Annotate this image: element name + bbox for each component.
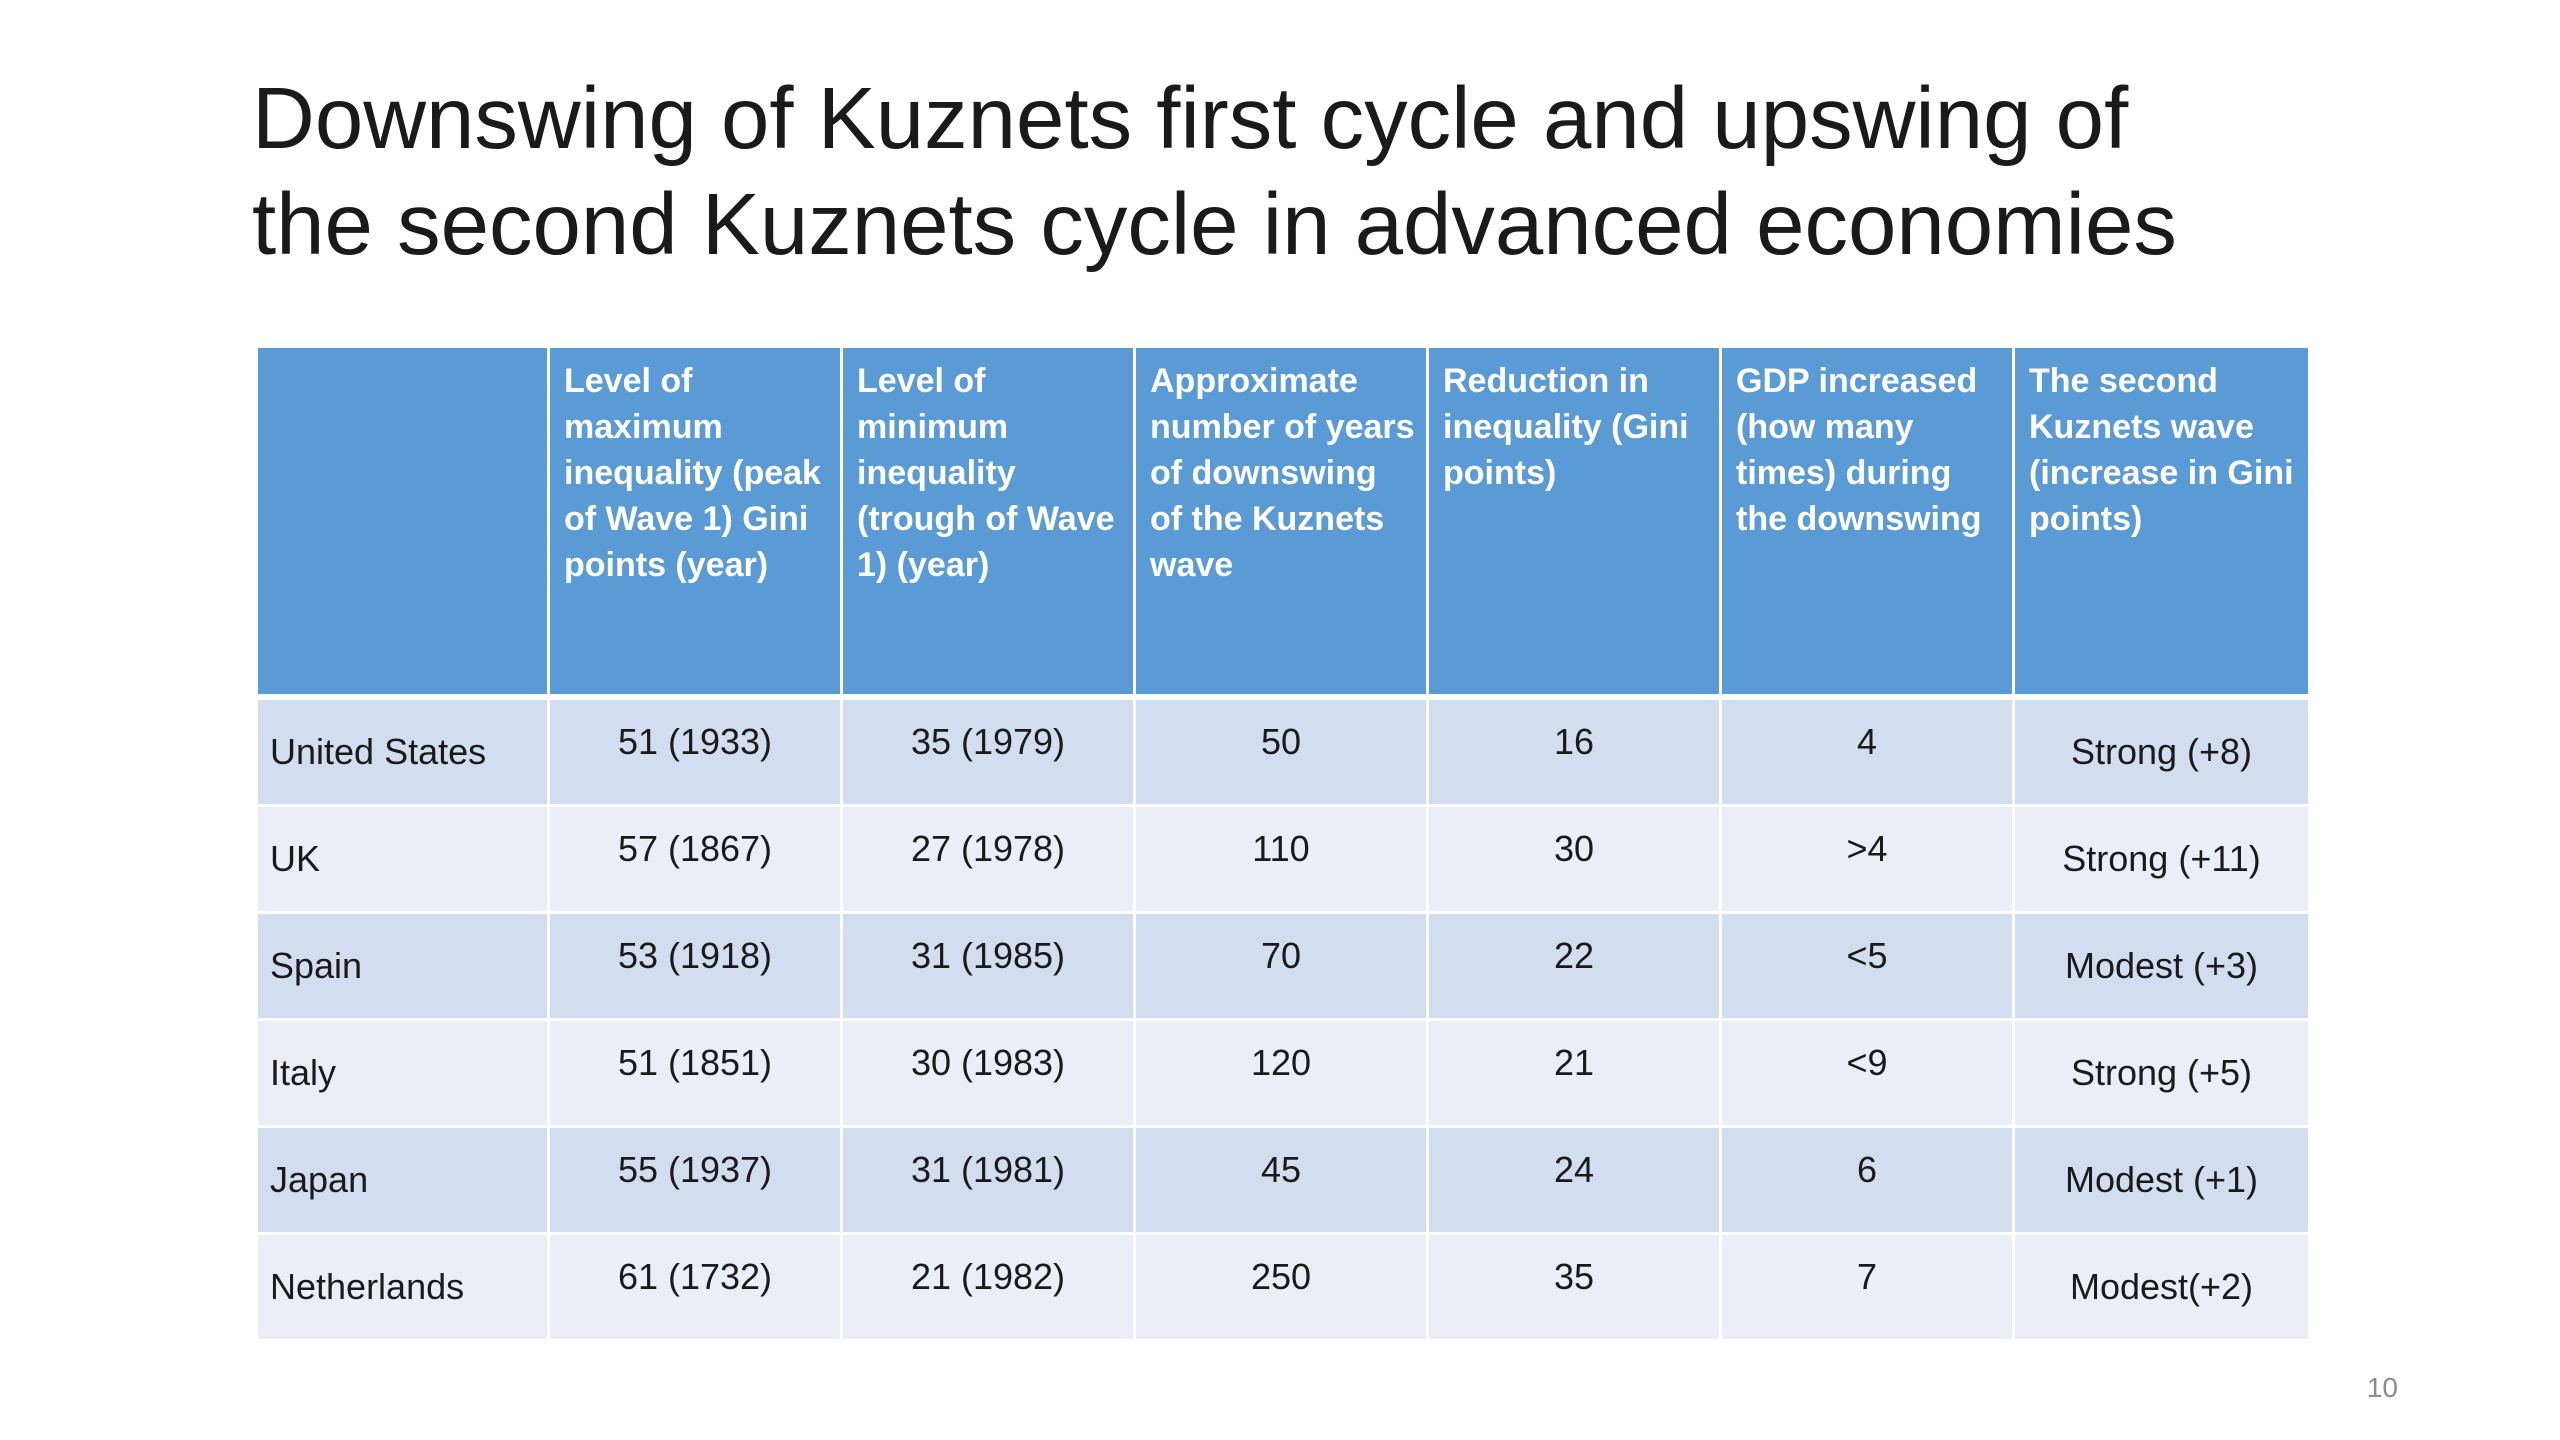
cell-max-inequality: 57 (1867)	[550, 807, 843, 914]
cell-reduction: 22	[1429, 914, 1722, 1021]
cell-years: 120	[1136, 1021, 1429, 1128]
cell-years: 250	[1136, 1235, 1429, 1342]
table-container	[258, 348, 2308, 1342]
cell-max-inequality: 61 (1732)	[550, 1235, 843, 1342]
header-cell-gdp-increase: GDP increased (how many times) during the downswing	[1722, 348, 2015, 700]
cell-years: 70	[1136, 914, 1429, 1021]
cell-gdp: 6	[1722, 1128, 2015, 1235]
cell-gdp: 7	[1722, 1235, 2015, 1342]
cell-second-wave: Modest(+2)	[2015, 1235, 2308, 1342]
cell-second-wave: Strong (+5)	[2015, 1021, 2308, 1128]
cell-reduction: 30	[1429, 807, 1722, 914]
table-row	[258, 700, 2308, 807]
cell-second-wave: Modest (+1)	[2015, 1128, 2308, 1235]
page-number: 10	[2366, 1372, 2398, 1403]
cell-country: UK	[258, 807, 550, 914]
cell-second-wave: Modest (+3)	[2015, 914, 2308, 1021]
cell-years: 50	[1136, 700, 1429, 807]
title-line-2: the second Kuznets cycle in advanced economies	[252, 176, 2177, 273]
table-row	[258, 914, 2308, 1021]
cell-gdp: >4	[1722, 807, 2015, 914]
cell-min-inequality: 21 (1982)	[843, 1235, 1136, 1342]
cell-years: 110	[1136, 807, 1429, 914]
header-row	[258, 348, 2308, 700]
header-cell-years-downswing: Approximate number of years of downswing of the Kuznets wave	[1136, 348, 1429, 700]
cell-min-inequality: 27 (1978)	[843, 807, 1136, 914]
header-cell-second-wave: The second Kuznets wave (increase in Gini points)	[2015, 348, 2308, 700]
cell-years: 45	[1136, 1128, 1429, 1235]
title-line-1: Downswing of Kuznets first cycle and upswing of	[252, 70, 2129, 167]
header-cell-min-inequality: Level of minimum inequality (trough of Wave 1) (year)	[843, 348, 1136, 700]
cell-reduction: 21	[1429, 1021, 1722, 1128]
cell-reduction: 16	[1429, 700, 1722, 807]
cell-min-inequality: 35 (1979)	[843, 700, 1136, 807]
cell-country: Japan	[258, 1128, 550, 1235]
table-row	[258, 807, 2308, 914]
cell-min-inequality: 31 (1981)	[843, 1128, 1136, 1235]
cell-second-wave: Strong (+11)	[2015, 807, 2308, 914]
cell-country: Italy	[258, 1021, 550, 1128]
cell-gdp: <5	[1722, 914, 2015, 1021]
cell-country: Spain	[258, 914, 550, 1021]
header-cell-reduction: Reduction in inequality (Gini points)	[1429, 348, 1722, 700]
cell-max-inequality: 51 (1933)	[550, 700, 843, 807]
cell-max-inequality: 51 (1851)	[550, 1021, 843, 1128]
kuznets-table	[258, 348, 2308, 1342]
cell-min-inequality: 31 (1985)	[843, 914, 1136, 1021]
cell-reduction: 24	[1429, 1128, 1722, 1235]
cell-max-inequality: 53 (1918)	[550, 914, 843, 1021]
header-cell-country	[258, 348, 550, 700]
cell-min-inequality: 30 (1983)	[843, 1021, 1136, 1128]
cell-country: Netherlands	[258, 1235, 550, 1342]
header-cell-max-inequality: Level of maximum inequality (peak of Wave 1) Gini points (year)	[550, 348, 843, 700]
table-row	[258, 1235, 2308, 1342]
table-row	[258, 1021, 2308, 1128]
table-row	[258, 1128, 2308, 1235]
cell-gdp: 4	[1722, 700, 2015, 807]
cell-second-wave: Strong (+8)	[2015, 700, 2308, 807]
cell-reduction: 35	[1429, 1235, 1722, 1342]
slide-title	[252, 66, 2352, 278]
cell-gdp: <9	[1722, 1021, 2015, 1128]
cell-max-inequality: 55 (1937)	[550, 1128, 843, 1235]
cell-country: United States	[258, 700, 550, 807]
